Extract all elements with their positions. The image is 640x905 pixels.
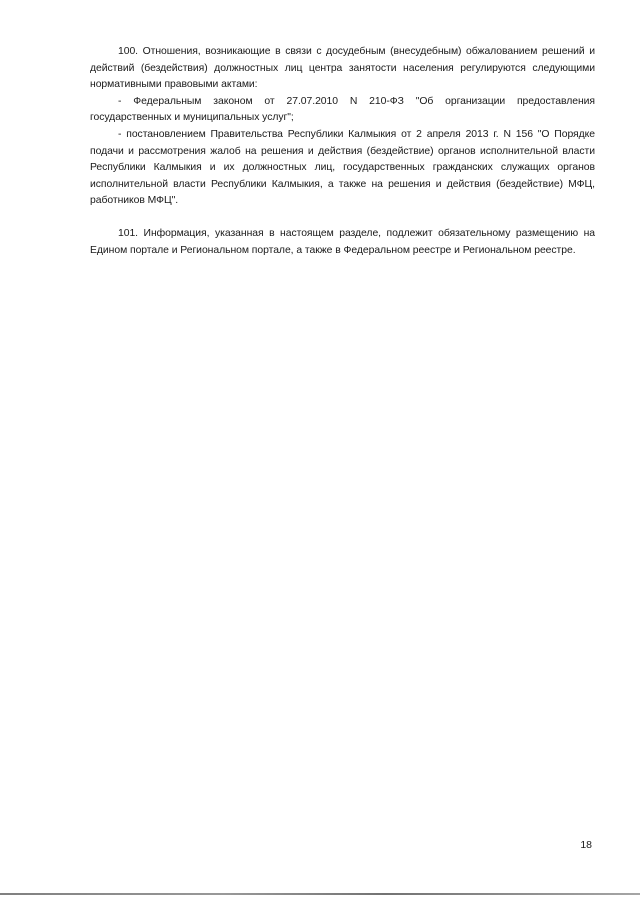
paragraph-101: 101. Информация, указанная в настоящем разделе, подлежит обязательному размещению на Едином портале и Региональном портале, а также в Федеральном реестре и Региональном реестре.	[90, 227, 595, 256]
scan-bottom-edge	[0, 893, 640, 895]
paragraph-government-decree: - постановлением Правительства Республики Калмыкия от 2 апреля 2013 г. N 156 "О Порядке подачи и рассмотрения жалоб на решения и действия (бездействие) органов исполнительной власти Республики Калмыкия и их должностных лиц, государственных гражданских служащих органов исполнительной власти Республики Калмыкия, а также на решения и действия (бездействие) МФЦ, работников МФЦ".	[90, 128, 595, 207]
paragraph-100: 100. Отношения, возникающие в связи с досудебным (внесудебным) обжалованием решений и действий (бездействия) должностных лиц центра занятости населения регулируются следующими нормативными правовыми актами:	[90, 46, 595, 91]
document-body	[90, 44, 595, 259]
page-number: 18	[580, 839, 592, 851]
paragraph-federal-law: - Федеральным законом от 27.07.2010 N 210-ФЗ "Об организации предоставления государственных и муниципальных услуг";	[90, 95, 595, 124]
